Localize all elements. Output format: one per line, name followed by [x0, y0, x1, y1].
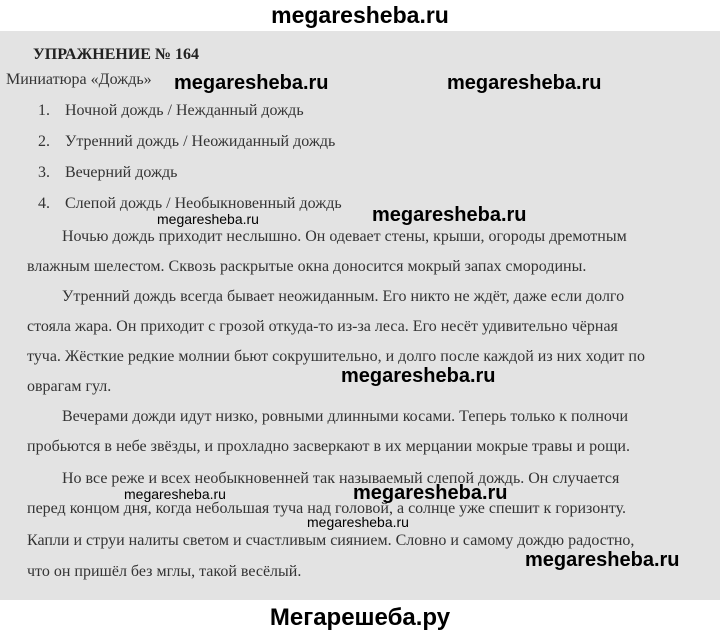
text-line: что он пришёл без мглы, такой весёлый.: [27, 563, 302, 580]
watermark: megaresheba.ru: [353, 482, 508, 504]
watermark: megaresheba.ru: [447, 72, 602, 94]
watermark: megaresheba.ru: [157, 211, 259, 227]
top-watermark: megaresheba.ru: [0, 0, 720, 31]
list-number: 4.: [38, 195, 50, 212]
watermark: megaresheba.ru: [174, 72, 329, 94]
list-item: Вечерний дождь: [65, 164, 178, 181]
watermark: megaresheba.ru: [372, 204, 527, 226]
list-item: Слепой дождь / Необыкновенный дождь: [65, 195, 342, 212]
text-line: Вечерами дожди идут низко, ровными длинными косами. Теперь только к полночи: [62, 408, 629, 425]
text-line: туча. Жёсткие редкие молнии бьют сокрушительно, и долго после каждой из них ходит по: [27, 348, 645, 365]
text-line: Но все реже и всех необыкновенней так называемый слепой дождь. Он случается: [62, 470, 620, 487]
text-line: оврагам гул.: [27, 378, 112, 395]
watermark: megaresheba.ru: [124, 486, 226, 502]
list-item: Утренний дождь / Неожиданный дождь: [65, 133, 336, 150]
list-number: 2.: [38, 133, 50, 150]
exercise-heading: УПРАЖНЕНИЕ № 164: [33, 46, 200, 63]
text-line: стояла жара. Он приходит с грозой откуда-то из-за леса. Его несёт удивительно чёрная: [27, 318, 618, 335]
list-item: Ночной дождь / Нежданный дождь: [65, 102, 304, 119]
watermark: megaresheba.ru: [307, 514, 409, 530]
list-number: 1.: [38, 102, 50, 119]
miniature-title: Миниатюра «Дождь»: [6, 71, 152, 88]
watermark: megaresheba.ru: [525, 549, 680, 571]
text-line: Утренний дождь всегда бывает неожиданным. Его никто не ждёт, даже если долго: [62, 288, 625, 305]
list-number: 3.: [38, 164, 50, 181]
text-line: влажным шелестом. Сквозь раскрытые окна доносится мокрый запах смородины.: [27, 258, 587, 275]
text-line: Капли и струи налиты светом и счастливым сиянием. Словно и самому дождю радостно,: [27, 532, 635, 549]
bottom-watermark: Мегарешеба.ру: [0, 600, 720, 635]
watermark: megaresheba.ru: [341, 365, 496, 387]
text-line: перед концом дня, когда небольшая туча над головой, а солнце уже спешит к горизонту.: [27, 500, 627, 517]
text-line: Ночью дождь приходит неслышно. Он одевает стены, крыши, огороды дремотным: [62, 228, 627, 245]
text-line: пробьются в небе звёзды, и прохладно засверкают в их мерцании мокрые травы и рощи.: [27, 438, 630, 455]
